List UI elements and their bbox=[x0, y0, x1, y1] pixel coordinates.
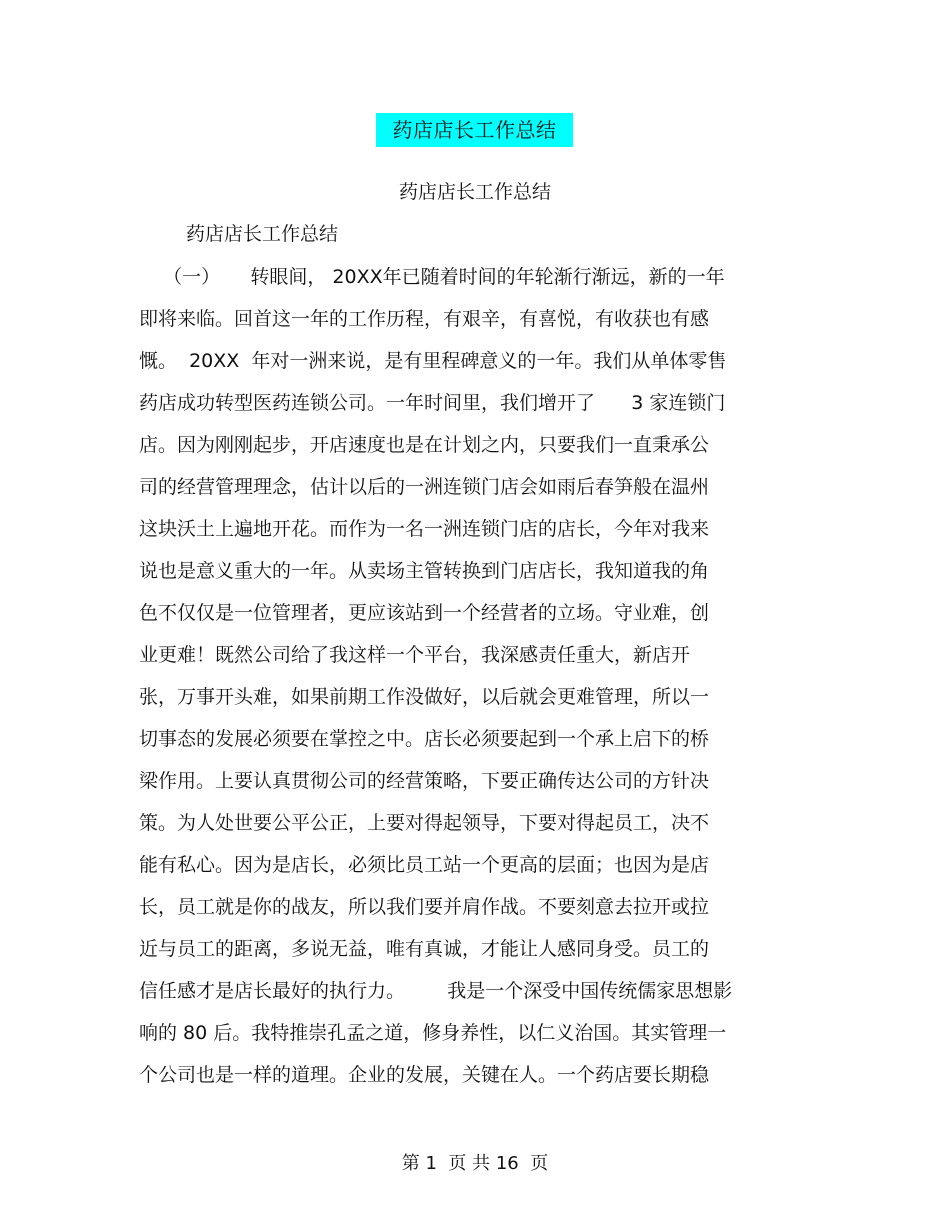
body-line: 响的 80 后。我特推崇孔孟之道，修身养性，以仁义治国。其实管理一 bbox=[139, 1022, 727, 1044]
subtitle: 药店店长工作总结 bbox=[398, 181, 551, 203]
highlighted-title: 药店店长工作总结 bbox=[376, 113, 573, 147]
body-line: 即将来临。回首这一年的工作历程，有艰辛，有喜悦，有收获也有感 bbox=[139, 308, 710, 330]
body-text bbox=[139, 262, 779, 1102]
body-line: 长，员工就是你的战友，所以我们要并肩作战。不要刻意去拉开或拉 bbox=[139, 896, 710, 918]
body-line: 说也是意义重大的一年。从卖场主管转换到门店店长，我知道我的角 bbox=[139, 560, 710, 582]
body-line: 近与员工的距离，多说无益，唯有真诚，才能让人感同身受。员工的 bbox=[139, 938, 710, 960]
body-line: 能有私心。因为是店长，必须比员工站一个更高的层面；也因为是店 bbox=[139, 854, 710, 876]
body-line: 切事态的发展必须要在掌控之中。店长必须要起到一个承上启下的桥 bbox=[139, 728, 710, 750]
body-line: 业更难！既然公司给了我这样一个平台，我深感责任重大，新店开 bbox=[139, 644, 691, 666]
body-line: （一） 转眼间， 20XX年已随着时间的年轮渐行渐远，新的一年 bbox=[139, 266, 725, 288]
body-line: 慨。 20XX 年对一洲来说，是有里程碑意义的一年。我们从单体零售 bbox=[139, 350, 727, 372]
body-line: 色不仅仅是一位管理者，更应该站到一个经营者的立场。守业难，创 bbox=[139, 602, 710, 624]
body-line: 个公司也是一样的道理。企业的发展，关键在人。一个药店要长期稳 bbox=[139, 1064, 710, 1086]
intro-heading: 药店店长工作总结 bbox=[186, 223, 339, 245]
body-line: 店。因为刚刚起步，开店速度也是在计划之内，只要我们一直秉承公 bbox=[139, 434, 710, 456]
body-line: 信任感才是店长最好的执行力。 我是一个深受中国传统儒家思想影 bbox=[139, 980, 733, 1002]
body-line: 司的经营管理理念，估计以后的一洲连锁门店会如雨后春笋般在温州 bbox=[139, 476, 710, 498]
body-line: 策。为人处世要公平公正，上要对得起领导，下要对得起员工，决不 bbox=[139, 812, 710, 834]
page-footer: 第 1 页 共 16 页 bbox=[401, 1153, 549, 1174]
body-line: 药店成功转型医药连锁公司。一年时间里，我们增开了 3 家连锁门 bbox=[139, 392, 726, 414]
body-line: 这块沃土上遍地开花。而作为一名一洲连锁门店的店长，今年对我来 bbox=[139, 518, 710, 540]
body-line: 张，万事开头难，如果前期工作没做好，以后就会更难管理，所以一 bbox=[139, 686, 710, 708]
body-line: 梁作用。上要认真贯彻公司的经营策略，下要正确传达公司的方针决 bbox=[139, 770, 710, 792]
